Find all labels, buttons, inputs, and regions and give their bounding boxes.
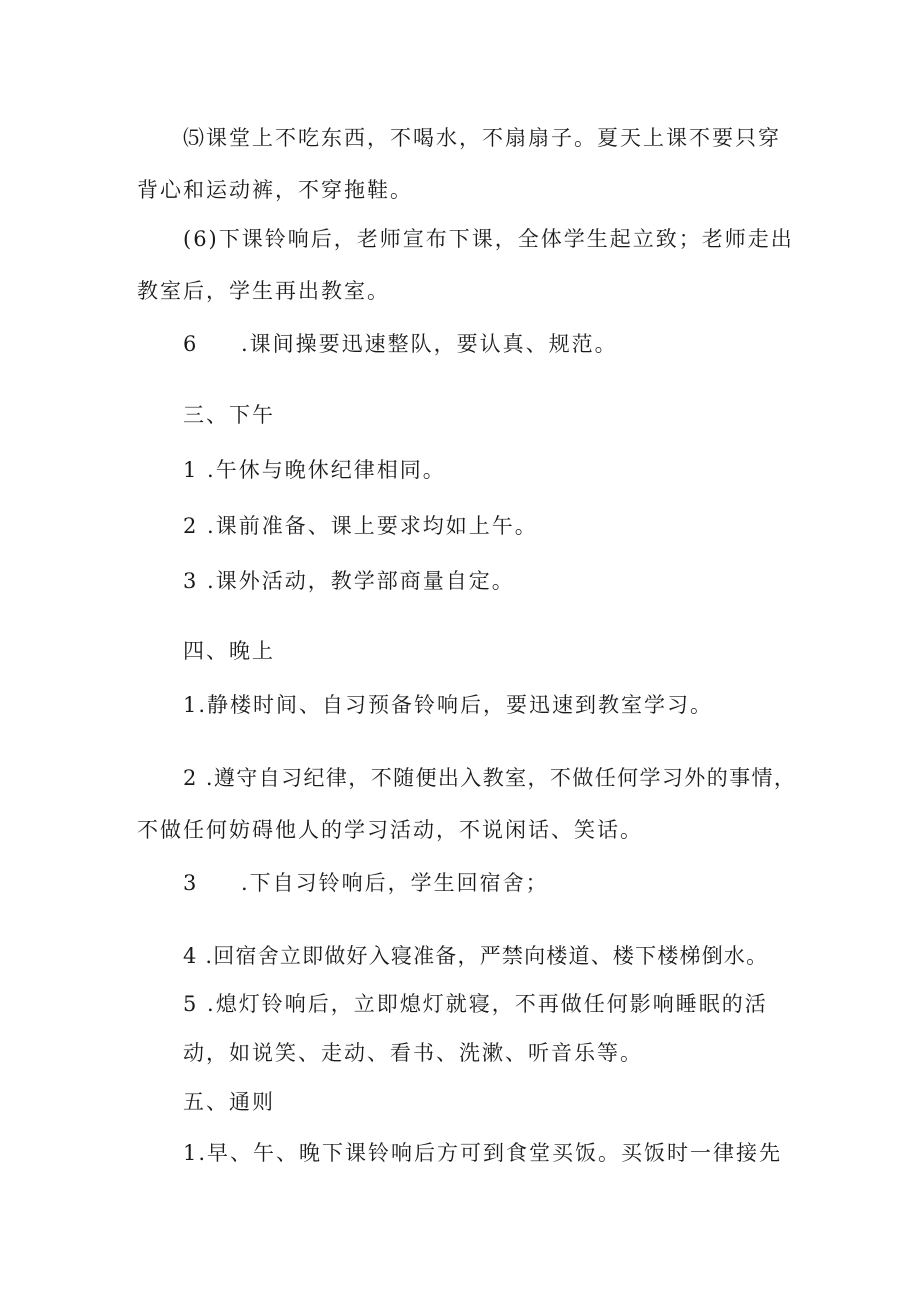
- paragraph-line: 2 .遵守自习纪律，不随便出入教室，不做任何学习外的事情，: [183, 766, 797, 790]
- paragraph-line: .下自习铃响后，学生回宿舍；: [241, 871, 549, 895]
- paragraph-line: (6)下课铃响后，老师宣布下课，全体学生起立致；老师走出: [183, 227, 794, 251]
- paragraph-line: 4 .回宿舍立即做好入寝准备，严禁向楼道、楼下楼梯倒水。: [183, 944, 769, 968]
- paragraph-line: 2 .课前准备、课上要求均如上午。: [183, 514, 538, 538]
- paragraph-line: 教室后，学生再出教室。: [137, 279, 390, 303]
- paragraph-line: 3 .课外活动，教学部商量自定。: [183, 569, 515, 593]
- section-heading: 三、下午: [183, 403, 275, 427]
- paragraph-line: 1.静楼时间、自习预备铃响后，要迅速到教室学习。: [183, 693, 714, 717]
- paragraph-line: 1.早、午、晚下课铃响后方可到食堂买饭。买饭时一律接先: [183, 1141, 783, 1165]
- paragraph-line: 背心和运动裤，不穿拖鞋。: [137, 178, 413, 202]
- paragraph-line: .课间操要迅速整队，要认真、规范。: [241, 332, 618, 356]
- paragraph-line: 动，如说笑、走动、看书、洗漱、听音乐等。: [183, 1041, 643, 1065]
- paragraph-line: ⑸课堂上不吃东西，不喝水，不扇扇子。夏天上课不要只穿: [183, 126, 781, 150]
- section-heading: 五、通则: [183, 1090, 275, 1114]
- section-heading: 四、晚上: [183, 639, 275, 663]
- paragraph-line: 不做任何妨碍他人的学习活动，不说闲话、笑话。: [137, 818, 643, 842]
- paragraph-line: 1 .午休与晚休纪律相同。: [183, 458, 446, 482]
- item-number: 6: [183, 332, 199, 356]
- paragraph-line: 5 .熄灯铃响后，立即熄灯就寝，不再做任何影响睡眠的活: [183, 992, 768, 1016]
- item-number: 3: [183, 871, 199, 895]
